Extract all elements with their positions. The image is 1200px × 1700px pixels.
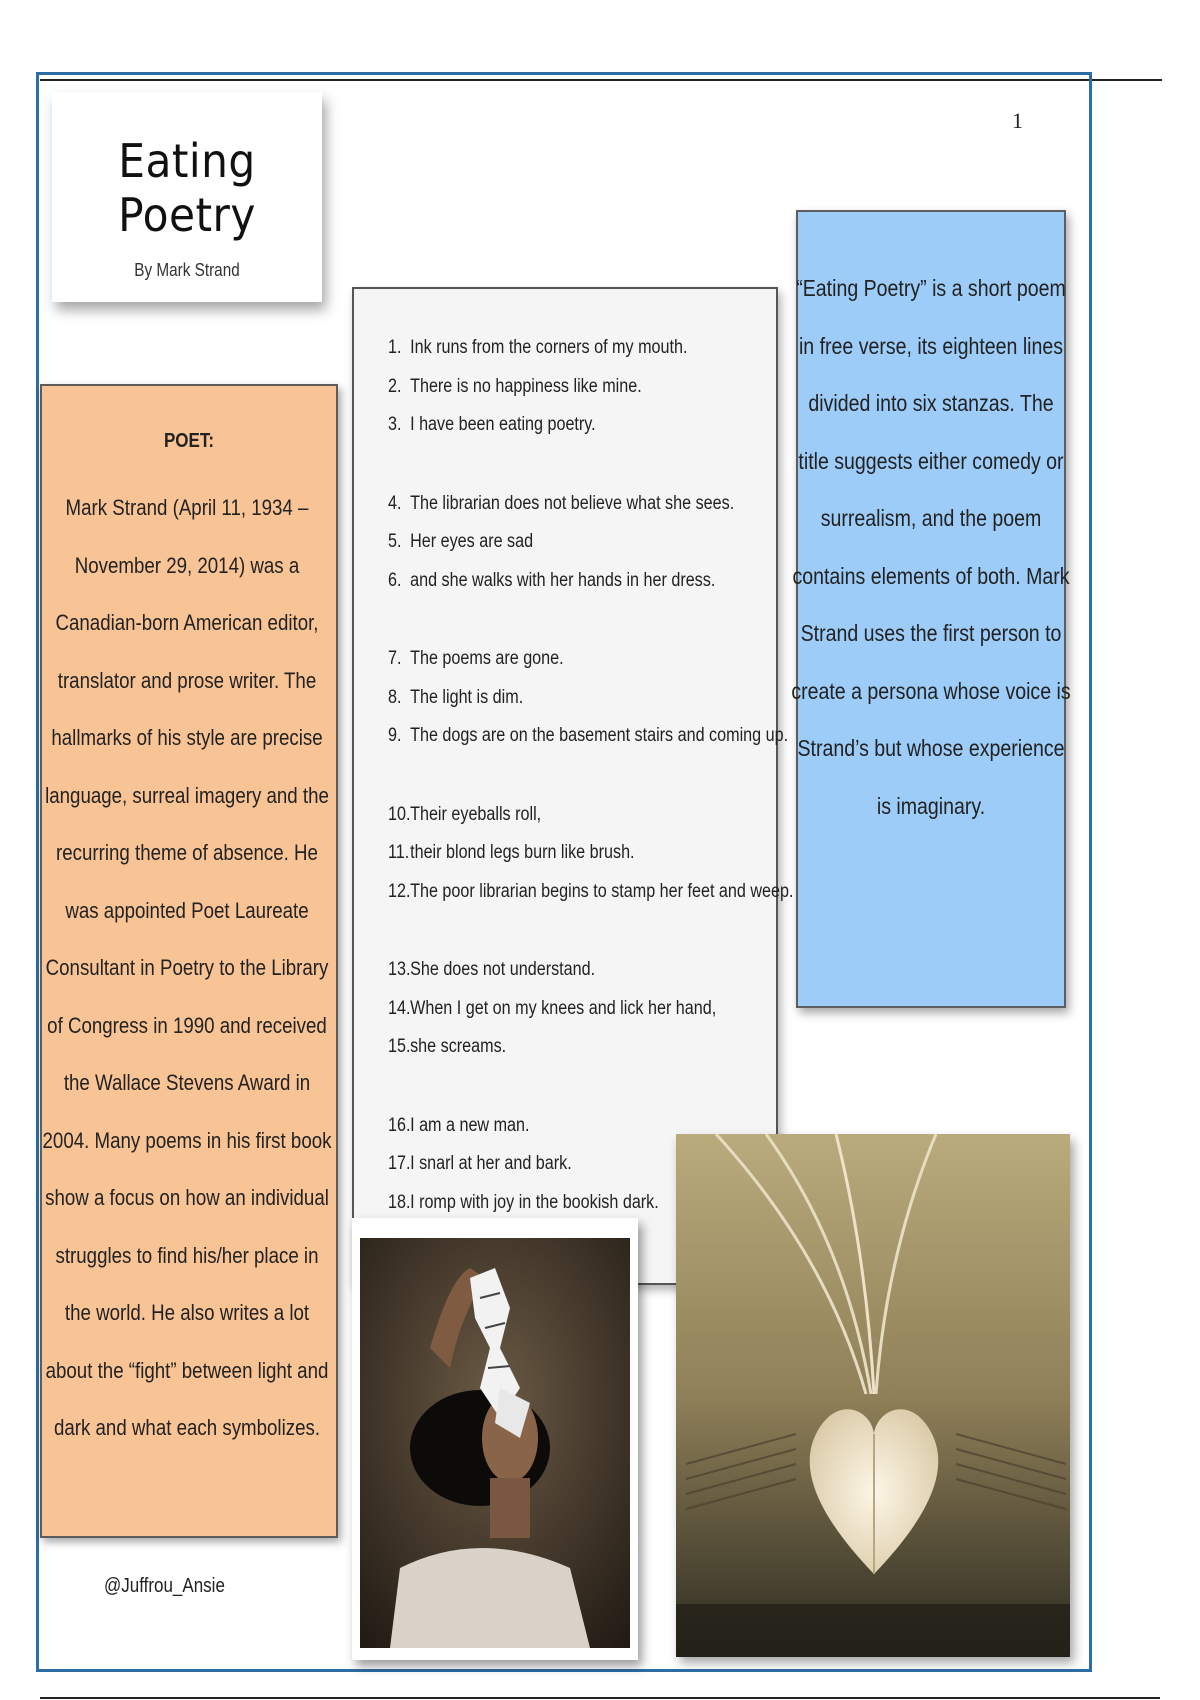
author-handle: @Juffrou_Ansie	[104, 1575, 225, 1597]
poem-line-number: 5.	[388, 531, 402, 552]
bottom-rule	[40, 1697, 1160, 1699]
poem-line	[388, 717, 789, 756]
poem-line-number: 10.	[388, 803, 411, 825]
poem-line-number: 11.	[388, 842, 410, 863]
poet-info-box	[40, 384, 338, 1538]
poem-line-number: 3.	[388, 414, 402, 435]
poem-line-number: 12.	[388, 880, 411, 902]
poem-title: Eating Poetry	[118, 134, 256, 242]
poem-line	[388, 834, 754, 873]
eating-photo-illustration	[360, 1238, 630, 1648]
poem-line-text: There is no happiness like mine.	[410, 375, 642, 397]
poem-line-text: I romp with joy in the bookish dark.	[410, 1191, 659, 1213]
poem-line-number: 17.	[388, 1153, 411, 1174]
poem-line	[388, 796, 754, 835]
poem-line-number: 1.	[388, 337, 402, 358]
poem-line	[388, 329, 754, 368]
poem-line-text: The poems are gone.	[410, 648, 564, 669]
poem-line-text: I am a new man.	[410, 1114, 530, 1136]
poem-line-number: 14.	[388, 997, 411, 1019]
poem-line-number: 4.	[388, 492, 402, 514]
poem-lines	[388, 329, 818, 1222]
poem-line	[388, 1028, 754, 1067]
poem-line	[388, 562, 754, 601]
poem-line-text: Ink runs from the corners of my mouth.	[410, 337, 688, 358]
poem-line-number: 9.	[388, 725, 402, 746]
poem-line	[388, 368, 754, 407]
poem-line	[388, 679, 754, 718]
poem-line-text: The dogs are on the basement stairs and coming up.	[410, 725, 789, 746]
poem-byline: By Mark Strand	[134, 260, 240, 280]
book-heart-illustration	[676, 1134, 1070, 1657]
poem-line-number: 6.	[388, 569, 402, 591]
page-number: 1	[1012, 108, 1023, 133]
poem-line	[388, 951, 754, 990]
poem-line-number: 8.	[388, 686, 402, 708]
poem-line	[388, 406, 754, 445]
poem-line-number: 16.	[388, 1114, 411, 1136]
poem-line-number: 18.	[388, 1191, 411, 1213]
poet-heading: POET:	[163, 430, 215, 452]
poem-line-text: their blond legs burn like brush.	[410, 842, 635, 863]
person-eating-paper-photo	[352, 1218, 638, 1660]
poem-line	[388, 640, 754, 679]
poem-summary: “Eating Poetry” is a short poem in free verse, its eighteen lines divided into six stanzas. The title suggests either comedy or surrealism, and the poem contains elements of both. Mark Strand uses the first person to create a persona whose voice is Strand’s but whose experience is imaginary.	[791, 275, 1071, 819]
poem-line-number: 15.	[388, 1036, 411, 1057]
heart-book-pages-photo	[676, 1134, 1070, 1657]
poem-line-number: 2.	[388, 375, 402, 397]
poet-biography: Mark Strand (April 11, 1934 – November 29, 2014) was a Canadian-born American editor, translator and prose writer. The hallmarks of his style are precise language, surreal imagery and the recurring theme of absence. He was appointed Poet Laureate Consultant in Poetry to the Library of Congress in 1990 and received the Wallace Stevens Award in 2004. Many poems in his first book show a focus on how an individual struggles to find his/her place in the world. He also writes a lot about the “fight” between light and dark and what each symbolizes.	[42, 495, 332, 1440]
poem-line-number: 7.	[388, 648, 402, 669]
poem-line-text: She does not understand.	[410, 959, 596, 980]
poem-line-text: The poor librarian begins to stamp her feet and weep.	[410, 880, 794, 902]
poem-line-text: she screams.	[410, 1036, 507, 1057]
poem-line-text: Her eyes are sad	[410, 531, 534, 552]
poem-line	[388, 990, 754, 1029]
poem-line-number: 13.	[388, 959, 411, 980]
poem-line-text: Their eyeballs roll,	[410, 803, 542, 825]
poem-line-text: I have been eating poetry.	[410, 414, 596, 435]
poem-line-text: I snarl at her and bark.	[410, 1153, 572, 1174]
poem-summary-box	[791, 210, 1071, 1008]
poem-line-text: The librarian does not believe what she sees.	[410, 492, 735, 514]
poem-line	[388, 523, 754, 562]
poem-line-text: and she walks with her hands in her dress.	[410, 569, 716, 591]
poem-line-text: The light is dim.	[410, 686, 524, 708]
poem-line	[388, 873, 794, 912]
poem-line	[388, 485, 754, 524]
title-card	[52, 92, 322, 302]
poem-line-text: When I get on my knees and lick her hand,	[410, 997, 717, 1019]
